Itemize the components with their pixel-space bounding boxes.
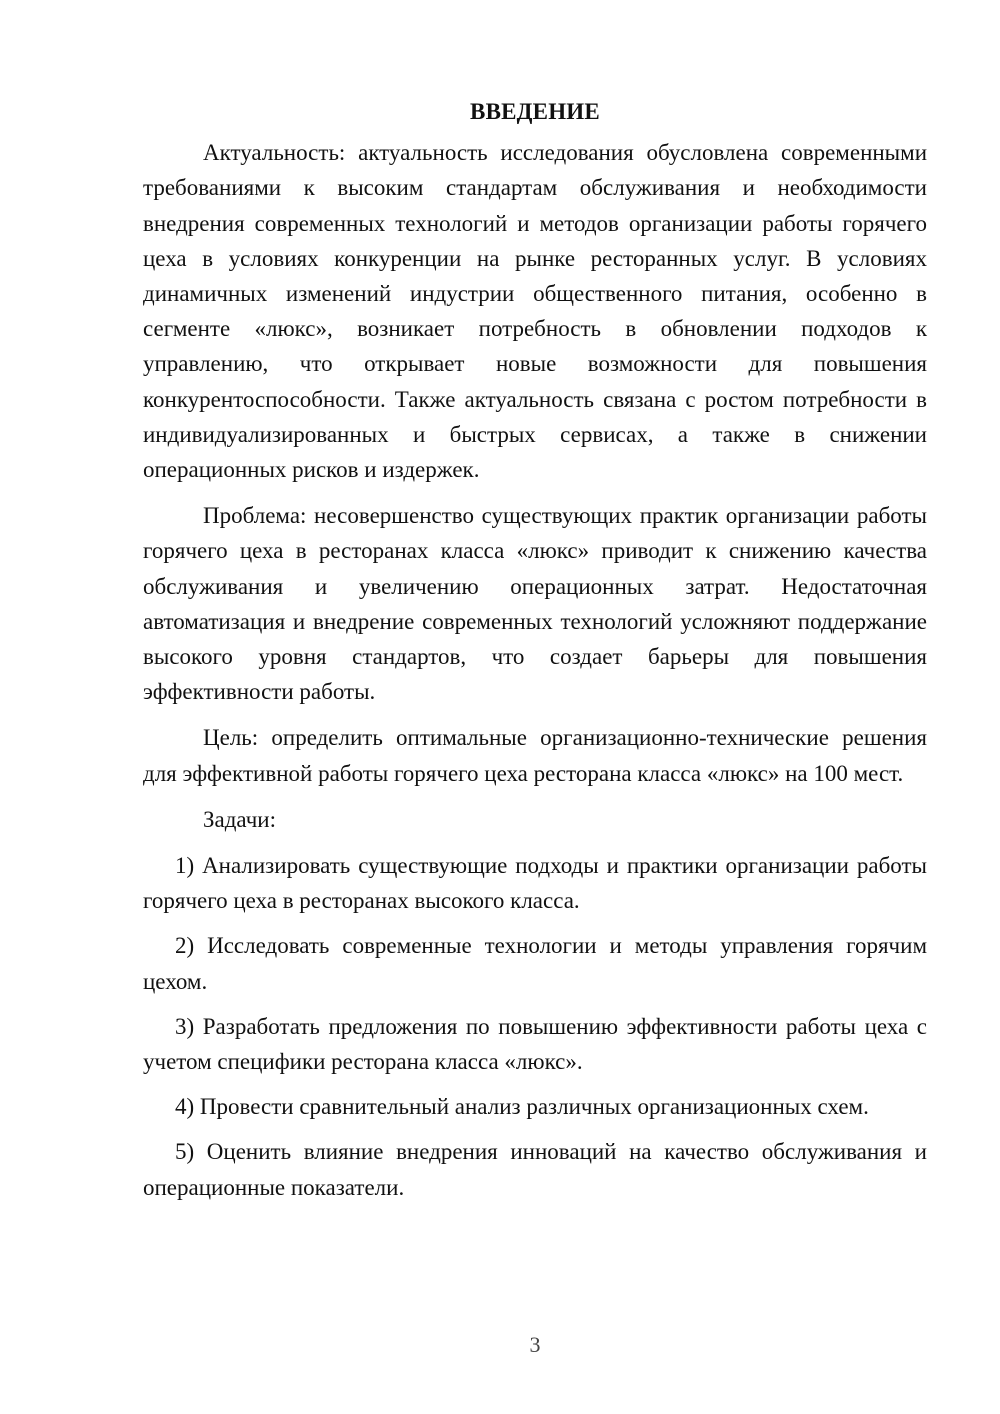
page-content bbox=[143, 94, 927, 1215]
tasks-heading: Задачи: bbox=[203, 806, 276, 832]
task-item-4: 4) Провести сравнительный анализ различных организационных схем. bbox=[175, 1094, 869, 1120]
page-title: ВВЕДЕНИЕ bbox=[470, 99, 600, 124]
problem-paragraph: Проблема: несовершенство существующих практик организации работы горячего цеха в ресторанах класса «люкс» приводит к снижению качества обслуживания и увеличению операционных затрат. Недостаточная автоматизация и внедрение современных технологий усложняют поддержание высокого уровня стандартов, что создает барьеры для повышения эффективности работы. bbox=[143, 503, 927, 705]
relevance-paragraph: Актуальность: актуальность исследования обусловлена современными требованиями к высоким стандартам обслуживания и необходимости внедрения современных технологий и методов организации работы горячего цеха в условиях конкуренции на рынке ресторанных услуг. В условиях динамичных изменений индустрии общественного питания, особенно в сегменте «люкс», возникает потребность в обновлении подходов к управлению, что открывает новые возможности для повышения конкурентоспособности. Также актуальность связана с ростом потребности в индивидуализированных и быстрых сервисах, а также в снижении операционных рисков и издержек. bbox=[143, 140, 927, 483]
task-item-3: 3) Разработать предложения по повышению эффективности работы цеха с учетом специфики ресторана класса «люкс». bbox=[143, 1013, 927, 1075]
tasks-list bbox=[143, 848, 927, 1205]
task-item-2: 2) Исследовать современные технологии и методы управления горячим цехом. bbox=[143, 933, 927, 994]
goal-paragraph: Цель: определить оптимальные организационно-технические решения для эффективной работы горячего цеха ресторана класса «люкс» на 100 мест. bbox=[143, 725, 927, 786]
task-item-1: 1) Анализировать существующие подходы и практики организации работы горячего цеха в ресторанах высокого класса. bbox=[143, 853, 927, 914]
task-item-5: 5) Оценить влияние внедрения инноваций на качество обслуживания и операционные показатели. bbox=[143, 1139, 927, 1200]
page-number: 3 bbox=[529, 1332, 541, 1357]
